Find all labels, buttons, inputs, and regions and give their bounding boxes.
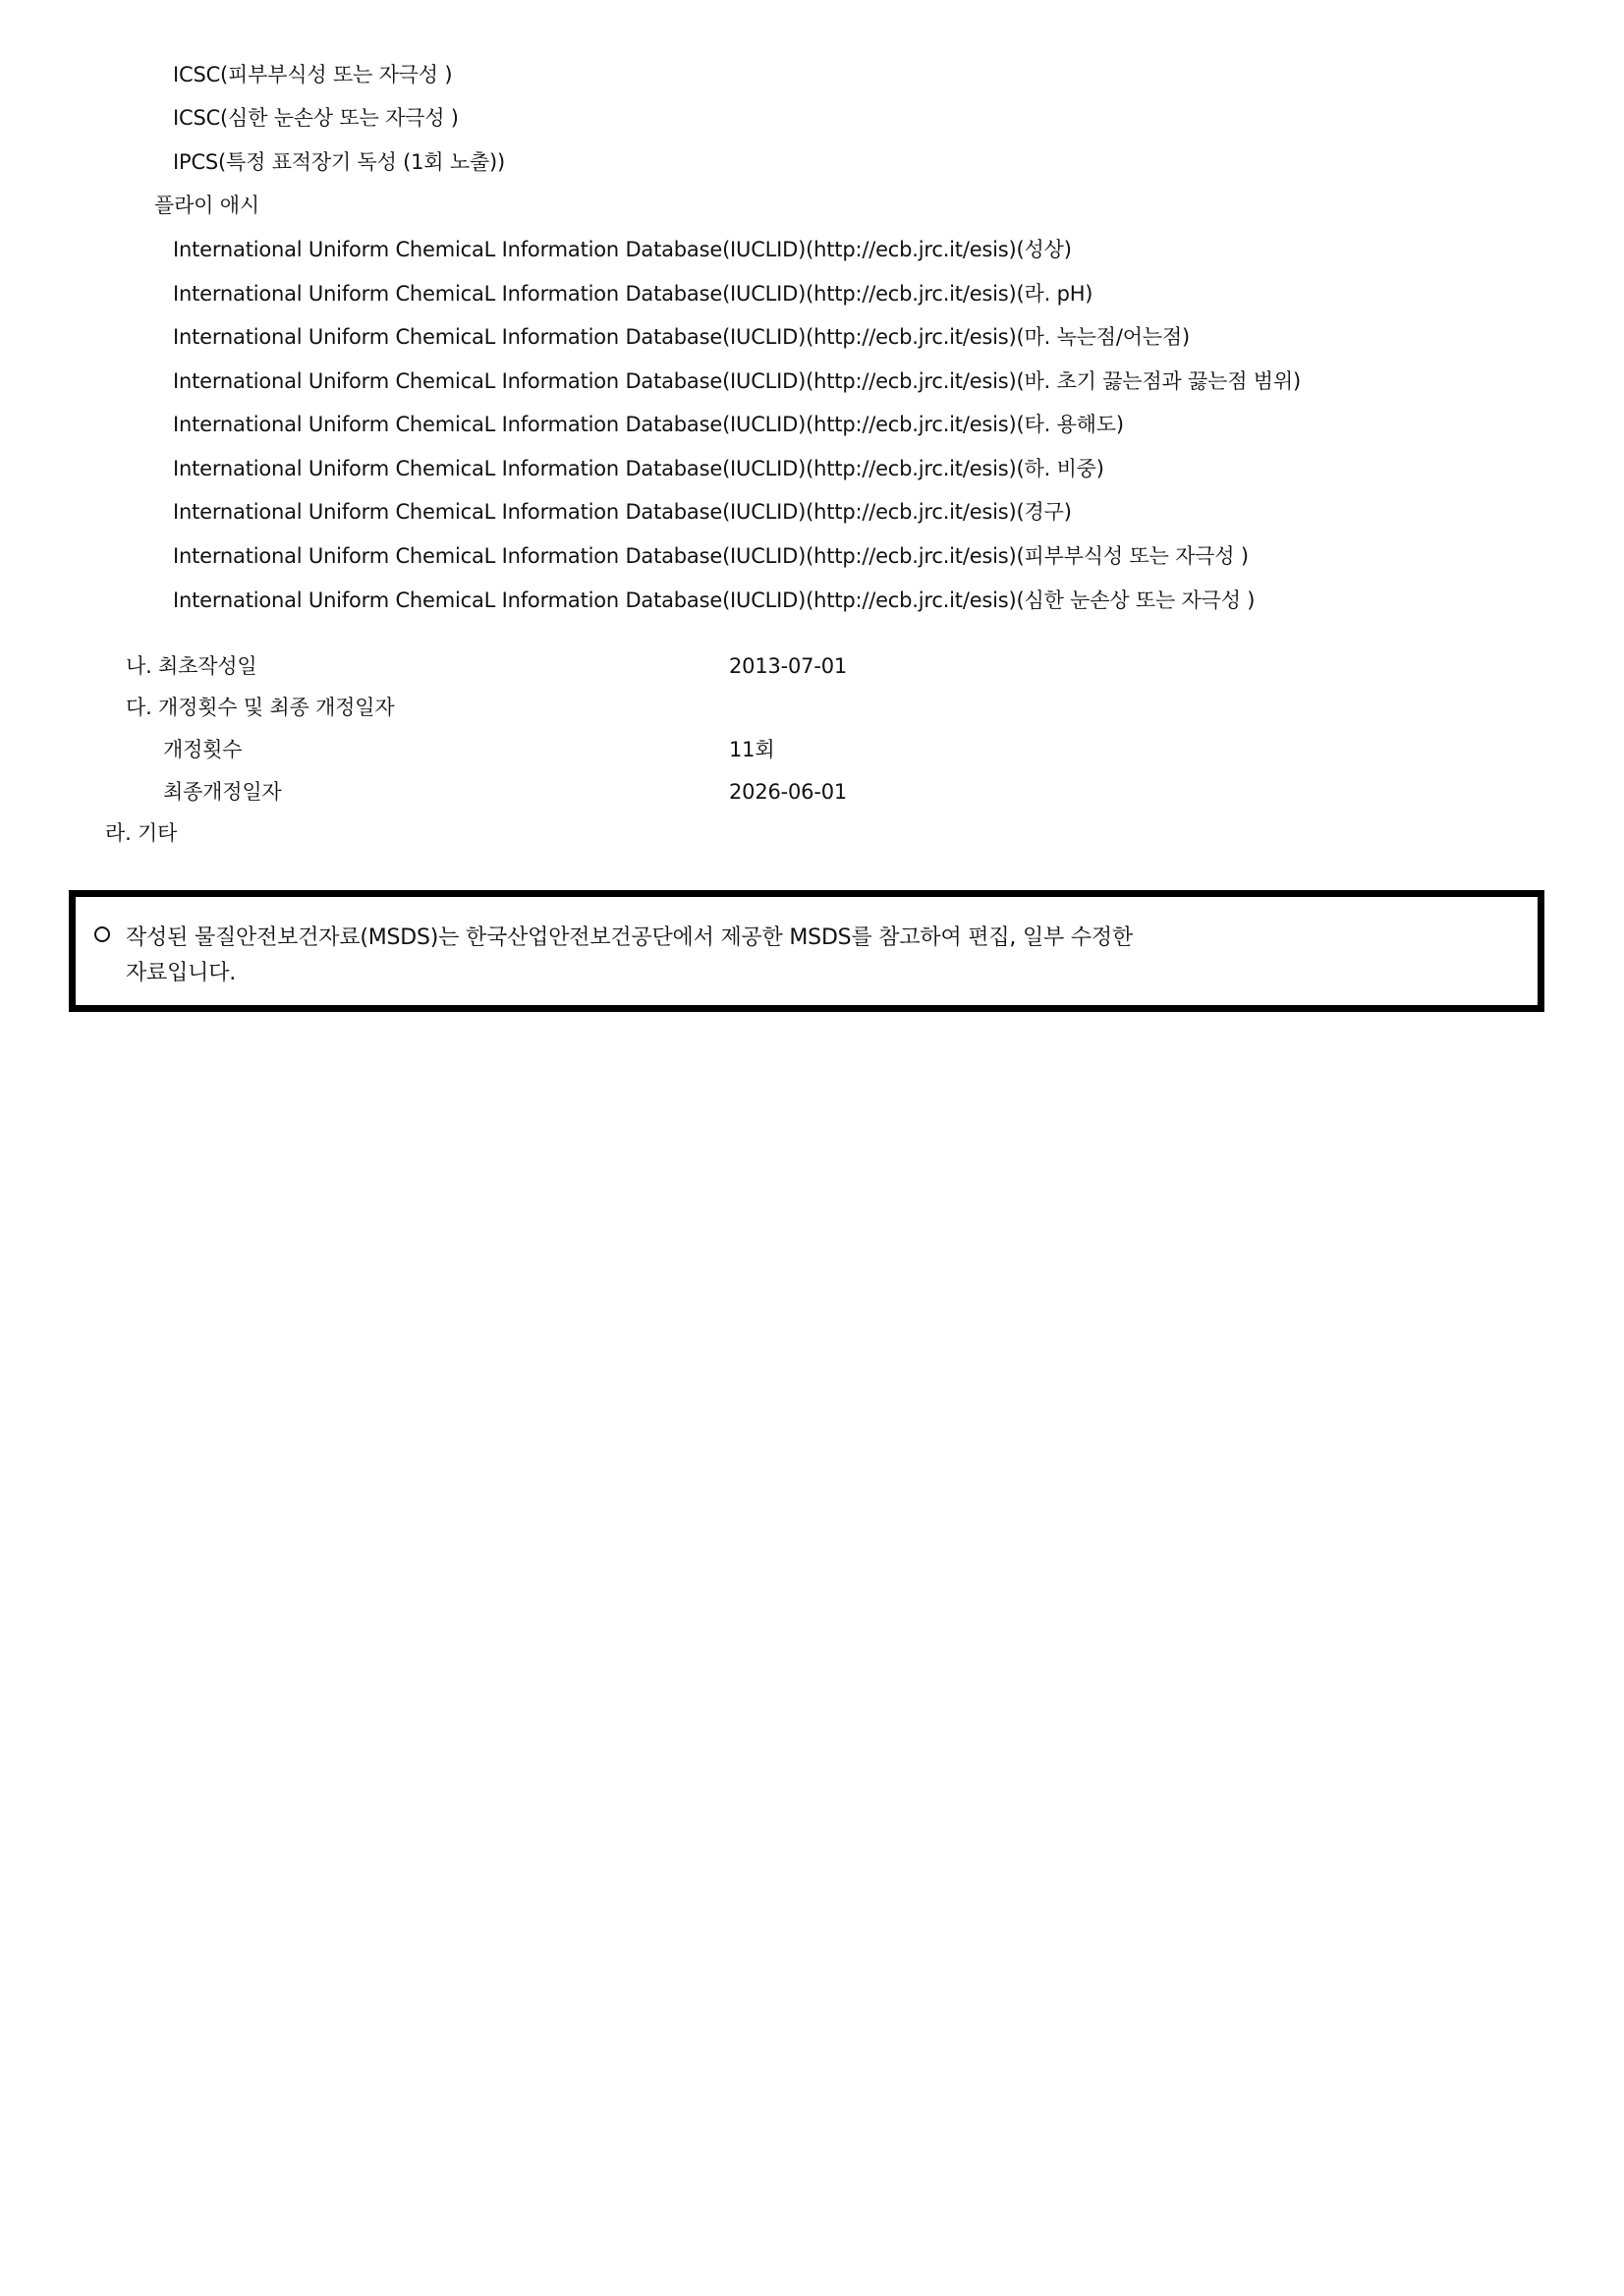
reference-iuclid-item: International Uniform ChemicaL Information Database(IUCLID)(http://ecb.jrc.it/esis)(하. 비중) bbox=[173, 457, 1104, 480]
reference-iuclid-item: International Uniform ChemicaL Information Database(IUCLID)(http://ecb.jrc.it/esis)(심한 눈손상 또는 자극성 ) bbox=[173, 588, 1256, 612]
reference-source-label: 플라이 애시 bbox=[154, 194, 259, 217]
reference-icsc-eye: ICSC(심한 눈손상 또는 자극성 ) bbox=[173, 106, 459, 130]
last-revised-label: 최종개정일자 bbox=[163, 780, 282, 804]
last-revised-value: 2026-06-01 bbox=[729, 780, 848, 804]
reference-iuclid-item: International Uniform ChemicaL Information Database(IUCLID)(http://ecb.jrc.it/esis)(바. 초기 끓는점과 끓는점 범위) bbox=[173, 369, 1301, 393]
reference-iuclid-item: International Uniform ChemicaL Information Database(IUCLID)(http://ecb.jrc.it/esis)(라. pH) bbox=[173, 282, 1093, 306]
notice-text: 작성된 물질안전보건자료(MSDS)는 한국산업안전보건공단에서 제공한 MSDS를 참고하여 편집, 일부 수정한 자료입니다. bbox=[126, 925, 1134, 985]
circle-bullet-icon bbox=[94, 926, 110, 942]
revision-header: 다. 개정횟수 및 최종 개정일자 bbox=[126, 696, 395, 719]
reference-iuclid-item: International Uniform ChemicaL Information Database(IUCLID)(http://ecb.jrc.it/esis)(마. 녹는점/어는점) bbox=[173, 325, 1190, 349]
reference-ipcs-stot: IPCS(특정 표적장기 독성 (1회 노출)) bbox=[173, 150, 506, 174]
revision-count-label: 개정횟수 bbox=[163, 738, 243, 761]
notice-box bbox=[69, 890, 1544, 1012]
reference-icsc-skin: ICSC(피부부식성 또는 자극성 ) bbox=[173, 63, 453, 86]
reference-iuclid-item: International Uniform ChemicaL Information Database(IUCLID)(http://ecb.jrc.it/esis)(타. 용해도) bbox=[173, 413, 1124, 436]
other-label: 라. 기타 bbox=[105, 821, 178, 845]
reference-iuclid-item: International Uniform ChemicaL Information Database(IUCLID)(http://ecb.jrc.it/esis)(피부부식성 또는 자극성 ) bbox=[173, 544, 1249, 568]
reference-iuclid-item: International Uniform ChemicaL Information Database(IUCLID)(http://ecb.jrc.it/esis)(성상) bbox=[173, 238, 1072, 261]
first-written-label: 나. 최초작성일 bbox=[126, 654, 257, 678]
revision-count-value: 11회 bbox=[729, 738, 775, 761]
reference-iuclid-item: International Uniform ChemicaL Information Database(IUCLID)(http://ecb.jrc.it/esis)(경구) bbox=[173, 500, 1072, 524]
first-written-value: 2013-07-01 bbox=[729, 654, 848, 678]
